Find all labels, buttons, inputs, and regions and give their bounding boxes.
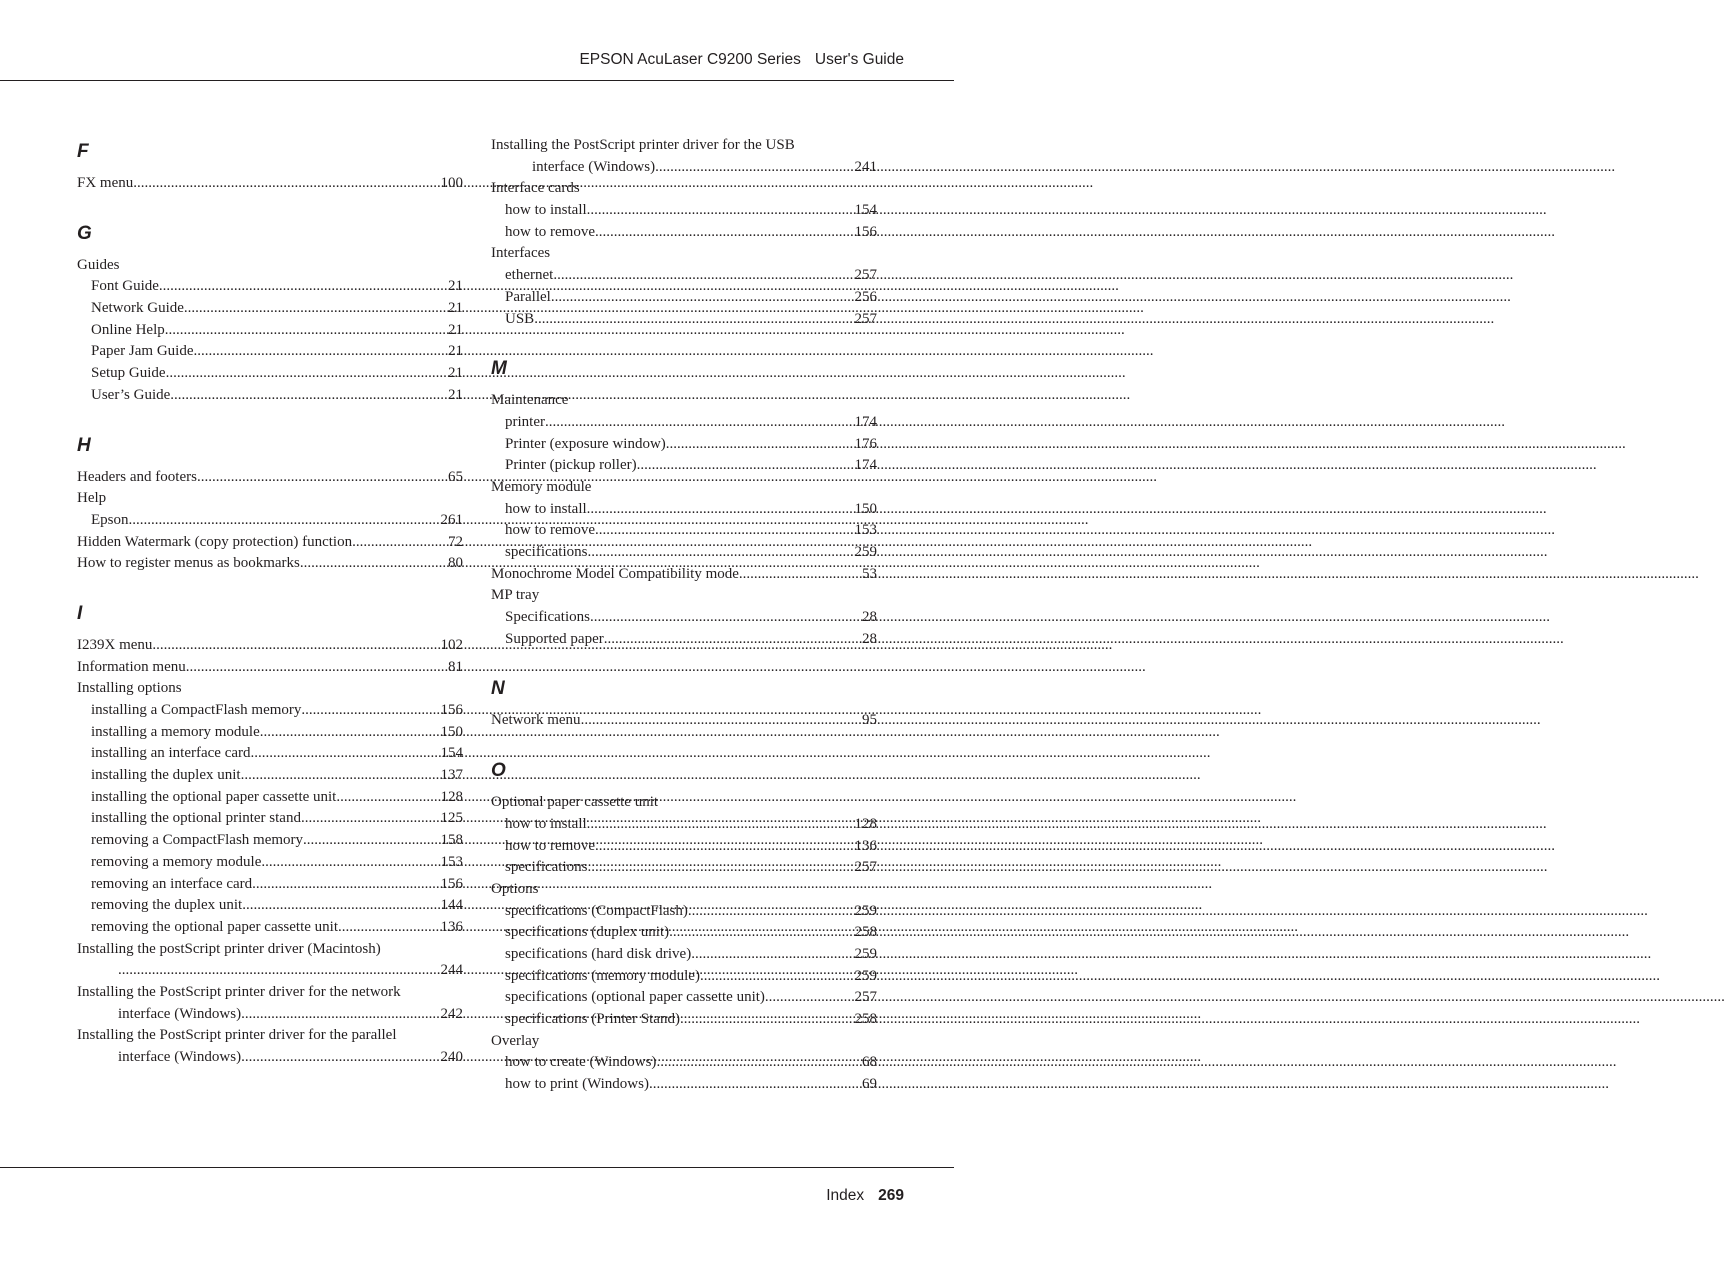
index-entry: Font Guide ..... 21 bbox=[77, 276, 463, 298]
index-entry: installing a CompactFlash memory ..... 156 bbox=[77, 700, 463, 722]
index-heading: Optional paper cassette unit bbox=[491, 794, 659, 811]
index-entry: removing a CompactFlash memory ..... 158 bbox=[77, 830, 463, 852]
index-entry: installing the optional paper cassette unit ..... 128 bbox=[77, 787, 463, 809]
index-entry: specifications ..... 259 bbox=[491, 542, 877, 564]
index-entry: specifications (duplex unit) ..... 258 bbox=[491, 922, 877, 944]
index-entry-line: Installing the PostScript printer driver for the parallel bbox=[77, 1027, 397, 1044]
index-entry: FX menu ..... 100 bbox=[77, 173, 463, 195]
index-entry: Headers and footers ..... 65 bbox=[77, 467, 463, 489]
index-entry: installing the duplex unit ..... 137 bbox=[77, 765, 463, 787]
index-entry: Online Help ..... 21 bbox=[77, 320, 463, 342]
index-heading: Options bbox=[491, 880, 539, 897]
index-letter-f: F bbox=[77, 141, 89, 162]
index-entry-line: Installing the PostScript printer driver for the network bbox=[77, 983, 401, 1000]
index-entry: installing a memory module ..... 150 bbox=[77, 722, 463, 744]
index-heading: Maintenance bbox=[491, 392, 569, 409]
index-entry: ethernet ..... 257 bbox=[491, 265, 877, 287]
index-entry: how to remove ..... 136 bbox=[491, 836, 877, 858]
index-entry: interface (Windows) ..... 242 bbox=[77, 1004, 463, 1026]
index-heading: Help bbox=[77, 490, 107, 507]
index-heading: Installing options bbox=[77, 680, 182, 697]
header-rule bbox=[0, 80, 954, 81]
index-heading: Guides bbox=[77, 256, 120, 273]
index-entry: User’s Guide ..... 21 bbox=[77, 385, 463, 407]
index-entry: How to register menus as bookmarks ..... 80 bbox=[77, 553, 463, 575]
index-entry: Monochrome Model Compatibility mode ..... 53 bbox=[491, 564, 877, 586]
index-letter-h: H bbox=[77, 434, 91, 456]
index-entry: printer ..... 174 bbox=[491, 412, 877, 434]
index-heading: Overlay bbox=[491, 1032, 540, 1049]
index-entry: Information menu ..... 81 bbox=[77, 657, 463, 679]
index-entry: removing an interface card ..... 156 bbox=[77, 874, 463, 896]
index-entry: how to install ..... 154 bbox=[491, 200, 877, 222]
index-entry: installing an interface card ..... 154 bbox=[77, 743, 463, 765]
index-entry: Hidden Watermark (copy protection) function ..... 72 bbox=[77, 532, 463, 554]
index-entry: USB ..... 257 bbox=[491, 309, 877, 331]
running-header bbox=[579, 51, 904, 69]
footer-rule bbox=[0, 1167, 954, 1168]
index-entry: Printer (exposure window) ..... 176 bbox=[491, 434, 877, 456]
index-entry: how to install ..... 150 bbox=[491, 499, 877, 521]
index-letter-o: O bbox=[491, 760, 506, 782]
index-entry: specifications (memory module) ..... 259 bbox=[491, 966, 877, 988]
index-letter-g: G bbox=[77, 222, 92, 244]
index-heading: Memory module bbox=[491, 478, 592, 495]
page-number: 269 bbox=[878, 1187, 904, 1204]
index-entry: Paper Jam Guide ..... 21 bbox=[77, 341, 463, 363]
index-entry: specifications (Printer Stand) ..... 258 bbox=[491, 1009, 877, 1031]
header-title: EPSON AcuLaser C9200 Series bbox=[579, 51, 801, 68]
index-entry: Printer (pickup roller) ..... 174 bbox=[491, 455, 877, 477]
index-entry: ..... 244 bbox=[77, 960, 463, 982]
index-entry: Epson ..... 261 bbox=[77, 510, 463, 532]
index-entry: removing a memory module ..... 153 bbox=[77, 852, 463, 874]
index-entry: interface (Windows) ..... 241 bbox=[491, 157, 877, 179]
index-entry: how to print (Windows) ..... 69 bbox=[491, 1074, 877, 1096]
index-entry: interface (Windows) ..... 240 bbox=[77, 1047, 463, 1069]
index-heading: Interfaces bbox=[491, 245, 551, 262]
index-entry: Setup Guide ..... 21 bbox=[77, 363, 463, 385]
index-entry: Network Guide ..... 21 bbox=[77, 298, 463, 320]
index-entry: specifications (hard disk drive) ..... 259 bbox=[491, 944, 877, 966]
index-entry: Parallel ..... 256 bbox=[491, 287, 877, 309]
index-column-left bbox=[77, 138, 463, 1069]
index-entry: removing the optional paper cassette unit ..... 136 bbox=[77, 917, 463, 939]
index-entry-line: Installing the postScript printer driver (Macintosh) bbox=[77, 940, 381, 957]
header-subtitle: User's Guide bbox=[814, 51, 904, 68]
index-letter-m: M bbox=[491, 358, 507, 380]
index-entry: Specifications ..... 28 bbox=[491, 607, 877, 629]
index-heading: Interface cards bbox=[491, 180, 580, 197]
index-entry: installing the optional printer stand ..... 125 bbox=[77, 808, 463, 830]
index-entry: I239X menu ..... 102 bbox=[77, 635, 463, 657]
index-entry: how to create (Windows) ..... 68 bbox=[491, 1052, 877, 1074]
index-entry: specifications (optional paper cassette unit) ..... 257 bbox=[491, 987, 877, 1009]
index-column-right bbox=[491, 135, 877, 1096]
index-entry: how to remove ..... 156 bbox=[491, 222, 877, 244]
index-entry-line: Installing the PostScript printer driver for the USB bbox=[491, 137, 795, 153]
index-letter-i: I bbox=[77, 602, 83, 624]
index-letter-n: N bbox=[491, 678, 505, 700]
index-entry: specifications ..... 257 bbox=[491, 857, 877, 879]
index-heading: MP tray bbox=[491, 587, 540, 604]
index-entry: Supported paper ..... 28 bbox=[491, 629, 877, 651]
index-entry: removing the duplex unit ..... 144 bbox=[77, 895, 463, 917]
running-footer bbox=[826, 1187, 904, 1205]
index-entry: how to remove ..... 153 bbox=[491, 520, 877, 542]
footer-section: Index bbox=[826, 1187, 865, 1204]
index-entry: how to install ..... 128 bbox=[491, 814, 877, 836]
index-entry: specifications (CompactFlash) ..... 259 bbox=[491, 901, 877, 923]
index-entry: Network menu ..... 95 bbox=[491, 710, 877, 732]
